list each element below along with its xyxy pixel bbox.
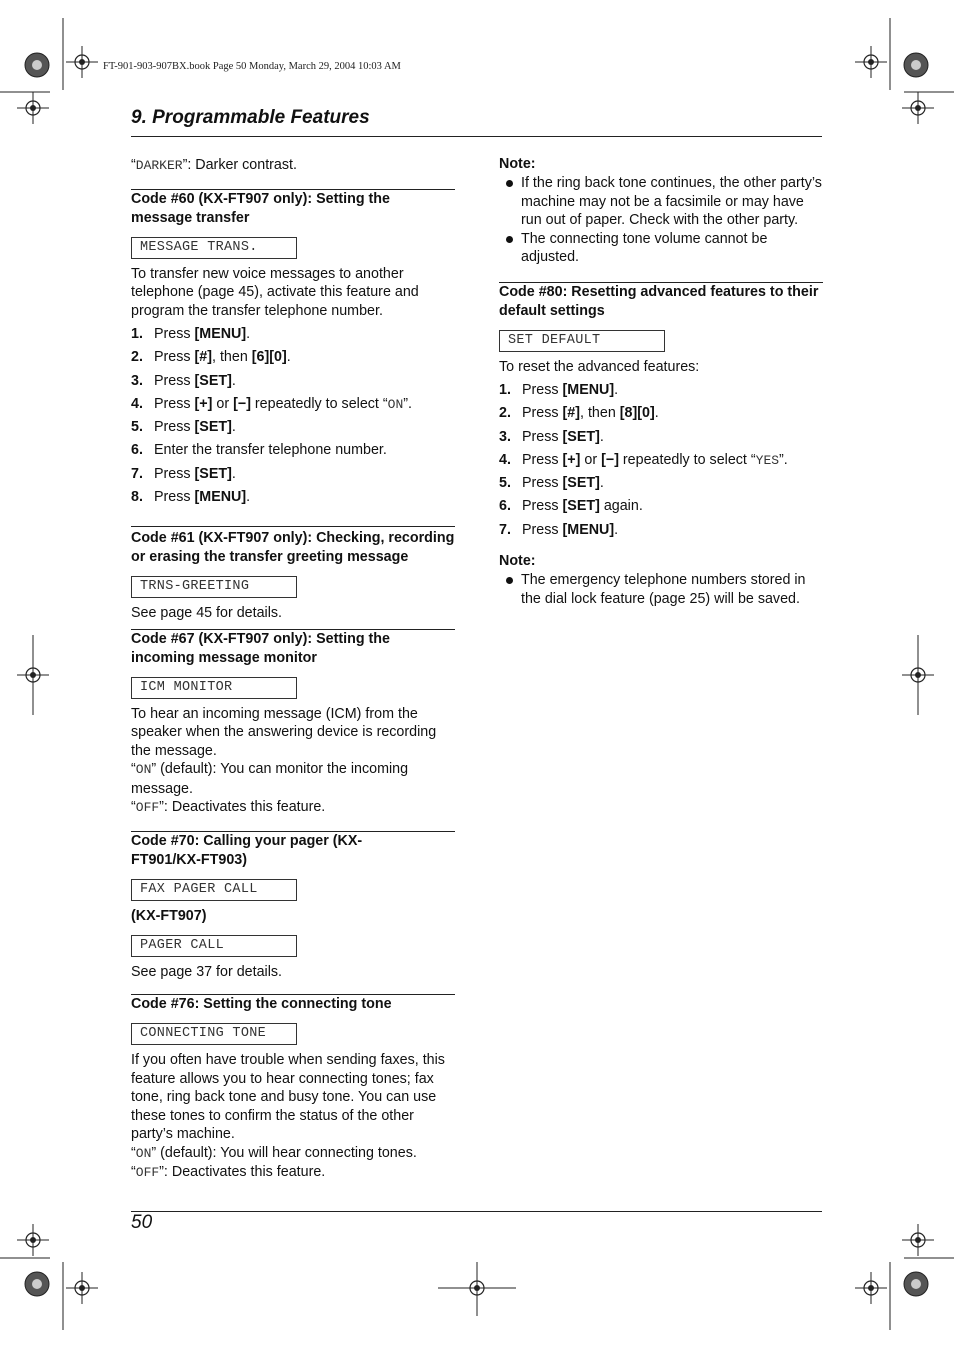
code70-section	[131, 831, 455, 982]
step: 7. Press [MENU].	[499, 521, 619, 538]
code-keys: [6][0]	[251, 349, 287, 366]
code67-lcd: ICM MONITOR	[131, 677, 297, 699]
code76-off: “OFF”: Deactivates this feature.	[131, 1164, 326, 1181]
set-key: [SET]	[562, 428, 600, 445]
plus-key: [+]	[562, 451, 581, 468]
step: 2. Press [#], then [8][0].	[499, 405, 659, 422]
on-value: ON	[387, 396, 404, 412]
right-column	[499, 155, 823, 608]
darker-value: DARKER	[135, 158, 183, 173]
darker-line: “DARKER”: Darker contrast.	[131, 157, 297, 173]
step: 1. Press [MENU].	[131, 326, 251, 342]
code67-intro: To hear an incoming message (ICM) from the speaker when the answering device is recording the message.	[131, 705, 437, 759]
step: 8. Press [MENU].	[131, 489, 251, 506]
note-item: If the ring back tone continues, the other party’s machine may not be a facsimile or may have run out of paper. Check with the other party.	[499, 174, 823, 230]
note1-label: Note:	[499, 156, 536, 172]
plus-key: [+]	[194, 395, 213, 412]
code67-on: “ON” (default): You can monitor the incoming message.	[131, 761, 409, 797]
hash-key: [#]	[562, 405, 581, 422]
header-rule	[131, 136, 822, 137]
footer-rule	[131, 1211, 822, 1212]
code80-heading: Code #80: Resetting advanced features to their default settings	[499, 283, 819, 319]
code61-section	[131, 526, 455, 623]
note-item: The connecting tone volume cannot be adjusted.	[499, 230, 823, 267]
menu-key: [MENU]	[194, 326, 247, 342]
yes-value: YES	[755, 452, 780, 468]
code76-lcd: CONNECTING TONE	[131, 1023, 297, 1045]
step: 5. Press [SET].	[131, 419, 236, 436]
code61-lcd: TRNS-GREETING	[131, 576, 297, 598]
code-keys: [8][0]	[619, 405, 655, 422]
code60-steps	[131, 323, 455, 509]
code80-intro: To reset the advanced features:	[499, 358, 700, 375]
step: 3. Press [SET].	[131, 372, 236, 389]
code70-text: See page 37 for details.	[131, 963, 283, 980]
code76-intro: If you often have trouble when sending faxes, this feature allows you to hear connecting tones; fax tone, ring back tone and busy tone. You can use these tones to confirm the status of the other party’s machine.	[131, 1052, 445, 1143]
code60-heading: Code #60 (KX-FT907 only): Setting the message transfer	[131, 190, 390, 226]
hash-key: [#]	[194, 349, 213, 366]
menu-key: [MENU]	[562, 382, 615, 398]
set-key: [SET]	[562, 498, 600, 515]
code76-on: “ON” (default): You will hear connecting tones.	[131, 1144, 417, 1161]
step: 4. Press [+] or [−] repeatedly to select “ON”.	[131, 395, 412, 412]
set-key: [SET]	[194, 372, 232, 389]
section-title: 9. Programmable Features	[131, 107, 370, 128]
code70-lcd: FAX PAGER CALL	[131, 879, 297, 901]
minus-key: [−]	[601, 451, 619, 468]
step: 5. Press [SET].	[499, 475, 604, 492]
code61-text: See page 45 for details.	[131, 605, 283, 622]
code70-sub: (KX-FT907)	[131, 907, 207, 924]
code61-heading: Code #61 (KX-FT907 only): Checking, recording or erasing the transfer greeting message	[131, 530, 455, 566]
code80-lcd: SET DEFAULT	[499, 330, 665, 352]
code67-off: “OFF”: Deactivates this feature.	[131, 799, 326, 816]
code70-lcd2: PAGER CALL	[131, 935, 297, 957]
code70-heading: Code #70: Calling your pager (KX-FT901/KX-FT903)	[131, 832, 363, 868]
menu-key: [MENU]	[194, 489, 247, 506]
set-key: [SET]	[562, 475, 600, 492]
note-item: The emergency telephone numbers stored in the dial lock feature (page 25) will be saved.	[499, 571, 823, 608]
code60-section	[131, 189, 455, 510]
code80-section	[499, 282, 823, 543]
menu-key: [MENU]	[562, 521, 615, 538]
code67-heading: Code #67 (KX-FT907 only): Setting the incoming message monitor	[131, 630, 390, 666]
note2-label: Note:	[499, 553, 536, 570]
code80-steps	[499, 379, 823, 542]
step: 4. Press [+] or [−] repeatedly to select “YES”.	[499, 451, 788, 468]
code67-section	[131, 629, 455, 818]
step: 6. Press [SET] again.	[499, 498, 643, 515]
set-key: [SET]	[194, 419, 232, 436]
left-column	[131, 156, 455, 1183]
step: 7. Press [SET].	[131, 465, 236, 482]
note2-list	[499, 571, 823, 608]
step: 3. Press [SET].	[499, 428, 604, 445]
code76-heading: Code #76: Setting the connecting tone	[131, 996, 392, 1013]
code76-section	[131, 994, 455, 1183]
minus-key: [−]	[233, 395, 251, 412]
page-number: 50	[131, 1212, 153, 1233]
set-key: [SET]	[194, 465, 232, 482]
step: 6. Enter the transfer telephone number.	[131, 442, 387, 459]
code60-intro: To transfer new voice messages to another telephone (page 45), activate this feature and program the transfer telephone number.	[131, 265, 419, 319]
print-info: FT-901-903-907BX.book Page 50 Monday, March 29, 2004 10:03 AM	[103, 61, 401, 72]
step: 2. Press [#], then [6][0].	[131, 349, 291, 366]
note1-list	[499, 174, 823, 267]
code60-lcd: MESSAGE TRANS.	[131, 237, 297, 259]
step: 1. Press [MENU].	[499, 382, 619, 398]
